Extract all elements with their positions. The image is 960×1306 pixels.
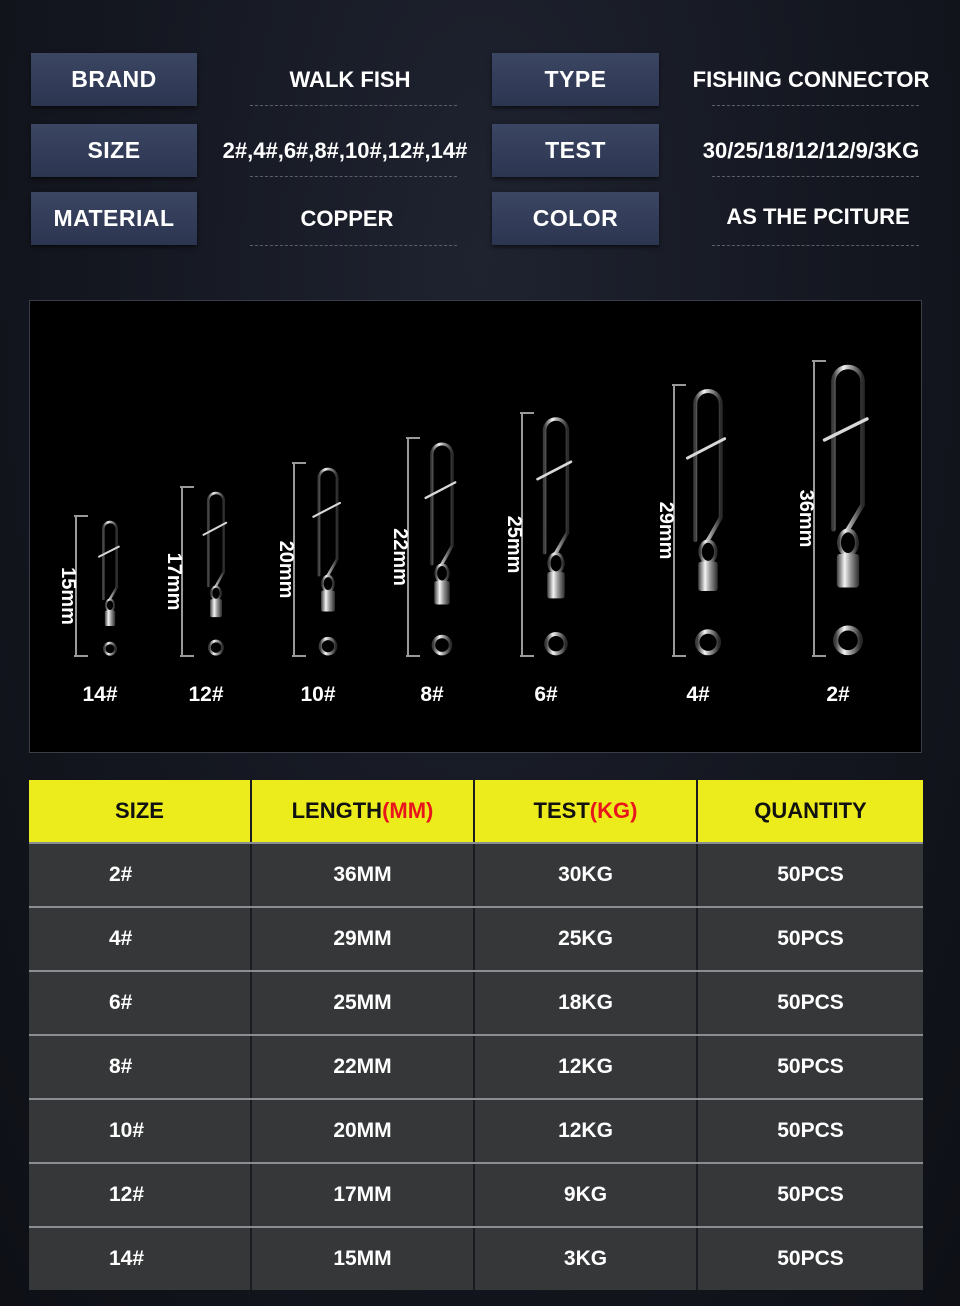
cell-quantity: 50PCS	[698, 1228, 923, 1290]
table-header	[29, 780, 923, 842]
cell-test: 30KG	[475, 844, 698, 906]
spec-label-color: COLOR	[492, 192, 659, 245]
cell-quantity: 50PCS	[698, 908, 923, 970]
snap-swivel-4	[655, 385, 725, 706]
snap-swivel-2	[795, 361, 867, 706]
spec-divider	[712, 245, 919, 246]
size-label: 6#	[534, 683, 558, 706]
swivel-barrel	[434, 581, 450, 604]
swivel-barrel	[547, 572, 565, 598]
spec-value-material: COPPER	[300, 205, 394, 231]
swivel-eye	[433, 637, 450, 654]
length-label: 17mm	[163, 552, 185, 611]
snap-clip	[208, 493, 224, 586]
cell-quantity: 50PCS	[698, 1036, 923, 1098]
swivel-ring	[106, 600, 114, 611]
snap-clip	[833, 367, 862, 529]
spec-divider	[712, 176, 919, 177]
snap-swivel-8	[389, 438, 455, 706]
spec-divider	[250, 176, 457, 177]
swivel-eye	[836, 628, 861, 653]
cell-length: 29MM	[252, 908, 475, 970]
swivel-barrel	[698, 562, 718, 591]
cell-length: 20MM	[252, 1100, 475, 1162]
swivel-eye	[209, 641, 222, 654]
swivel-eye	[320, 639, 335, 654]
snap-swivel-12	[163, 487, 226, 706]
length-label: 15mm	[57, 567, 79, 625]
size-label: 4#	[686, 683, 710, 706]
snap-clip	[545, 419, 568, 553]
snap-swivel-10	[275, 463, 340, 706]
spec-value-brand: WALK FISH	[289, 66, 411, 92]
spec-label-test: TEST	[492, 124, 659, 177]
swivel-eye	[697, 632, 719, 654]
length-label: 25mm	[503, 515, 525, 574]
size-label: 12#	[188, 683, 224, 706]
spec-value-size: 2#,4#,6#,8#,10#,12#,14#	[222, 137, 468, 163]
swivel-ring	[322, 576, 333, 591]
table-row	[29, 970, 923, 1034]
snap-clip	[103, 522, 117, 599]
swivel-ring	[700, 541, 716, 563]
header-test	[475, 780, 698, 842]
swivel-ring	[211, 587, 221, 600]
table-row	[29, 906, 923, 970]
size-label: 2#	[826, 683, 850, 706]
length-label: 22mm	[389, 528, 411, 586]
snap-clip	[432, 444, 452, 564]
cell-test: 18KG	[475, 972, 698, 1034]
table-row	[29, 842, 923, 906]
cell-size: 2#	[29, 844, 252, 906]
size-label: 8#	[420, 683, 444, 706]
length-label: 29mm	[655, 501, 677, 560]
spec-label-brand: BRAND	[31, 53, 197, 106]
cell-test: 12KG	[475, 1100, 698, 1162]
product-size-photo	[29, 300, 922, 753]
cell-quantity: 50PCS	[698, 1100, 923, 1162]
swivel-barrel	[837, 554, 859, 588]
size-label: 14#	[82, 683, 118, 706]
swivel-ring	[436, 565, 448, 582]
length-label: 36mm	[795, 489, 817, 548]
header-text: TEST	[533, 798, 590, 823]
spec-label-material: MATERIAL	[31, 192, 197, 245]
table-row	[29, 1162, 923, 1226]
spec-label-type: TYPE	[492, 53, 659, 106]
length-label: 20mm	[275, 540, 297, 599]
header-length	[252, 780, 475, 842]
swivel-ring	[839, 530, 857, 555]
header-unit: (KG)	[589, 798, 638, 823]
header-text: SIZE	[115, 798, 164, 823]
header-quantity	[698, 780, 923, 842]
size-label: 10#	[300, 683, 336, 706]
swivel-ring	[549, 554, 563, 573]
cell-quantity: 50PCS	[698, 1164, 923, 1226]
spec-divider	[712, 105, 919, 106]
swivel-barrel	[105, 610, 115, 626]
header-size	[29, 780, 252, 842]
cell-size: 4#	[29, 908, 252, 970]
spec-divider	[250, 105, 457, 106]
cell-length: 25MM	[252, 972, 475, 1034]
spec-value-type: FISHING CONNECTOR	[692, 66, 930, 92]
cell-quantity: 50PCS	[698, 972, 923, 1034]
swivel-barrel	[210, 599, 222, 617]
swivel-eye	[104, 643, 115, 654]
cell-size: 8#	[29, 1036, 252, 1098]
header-text: QUANTITY	[754, 798, 867, 823]
cell-length: 22MM	[252, 1036, 475, 1098]
snap-clip	[319, 469, 337, 575]
swivel-eye	[546, 634, 565, 653]
snap-swivel-illustration	[30, 301, 923, 754]
cell-size: 12#	[29, 1164, 252, 1226]
cell-quantity: 50PCS	[698, 844, 923, 906]
spec-value-test: 30/25/18/12/12/9/3KG	[702, 137, 920, 163]
spec-divider	[250, 245, 457, 246]
header-unit: (MM)	[382, 798, 434, 823]
cell-size: 10#	[29, 1100, 252, 1162]
table-row	[29, 1034, 923, 1098]
spec-label-size: SIZE	[31, 124, 197, 177]
spec-block	[0, 0, 960, 280]
cell-size: 6#	[29, 972, 252, 1034]
cell-length: 36MM	[252, 844, 475, 906]
cell-test: 25KG	[475, 908, 698, 970]
snap-swivel-6	[503, 413, 571, 706]
spec-table	[29, 780, 923, 1290]
snap-clip	[695, 391, 720, 540]
table-row	[29, 1226, 923, 1290]
spec-value-color: AS THE PCITURE	[726, 203, 910, 229]
cell-length: 15MM	[252, 1228, 475, 1290]
cell-test: 3KG	[475, 1228, 698, 1290]
swivel-barrel	[321, 591, 335, 612]
header-text: LENGTH	[291, 798, 383, 823]
snap-swivel-14	[57, 516, 119, 706]
cell-size: 14#	[29, 1228, 252, 1290]
cell-test: 12KG	[475, 1036, 698, 1098]
cell-length: 17MM	[252, 1164, 475, 1226]
cell-test: 9KG	[475, 1164, 698, 1226]
table-row	[29, 1098, 923, 1162]
